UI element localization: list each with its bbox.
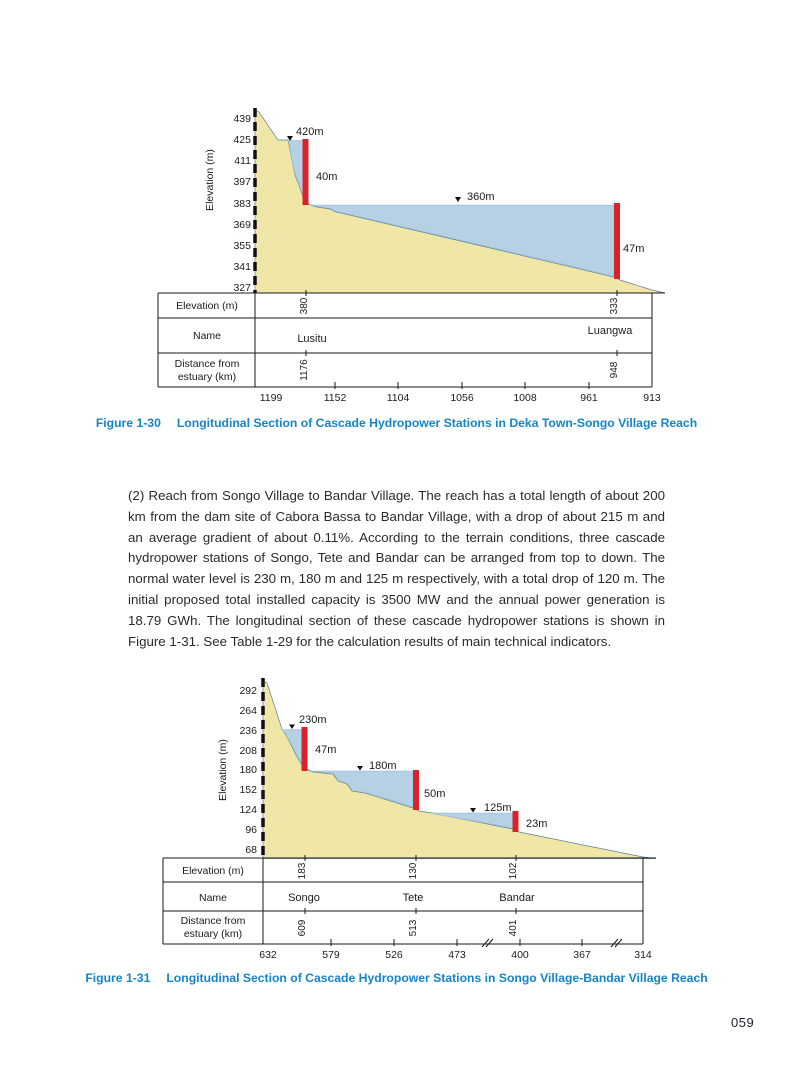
y-axis-title: Elevation (m) — [204, 149, 216, 211]
annotation-dam-head: 47m — [315, 744, 337, 756]
dam-bar-tete — [413, 770, 419, 810]
annotation-normal-water-level: 420m — [296, 126, 324, 138]
table-row-label: Distance from — [180, 915, 246, 927]
y-tick-label: 355 — [233, 239, 251, 252]
station-name: Luangwa — [587, 325, 633, 337]
station-distance-value: 1176 — [299, 359, 310, 381]
y-tick-label: 180 — [239, 763, 257, 776]
table-row-label: Name — [192, 330, 222, 342]
station-elevation-value: 380 — [299, 297, 310, 315]
station-elevation-value: 183 — [297, 862, 308, 880]
x-tick-label: 367 — [573, 949, 591, 961]
water-level-marker-icon — [470, 808, 476, 813]
table-row-label: estuary (km) — [177, 371, 237, 383]
annotation-dam-head: 40m — [316, 171, 338, 183]
annotation-dam-head: 23m — [526, 818, 548, 830]
y-tick-label: 236 — [239, 724, 257, 737]
x-tick-label: 579 — [322, 949, 340, 961]
x-tick-label: 314 — [634, 949, 652, 961]
station-name: Tete — [402, 892, 424, 904]
x-tick-label: 632 — [259, 949, 277, 961]
station-distance-value: 401 — [508, 919, 519, 937]
y-tick-label: 439 — [233, 112, 251, 125]
dam-bar-songo — [302, 727, 308, 771]
x-tick-label: 1199 — [259, 392, 283, 404]
figure-caption-label: Figure 1-30 — [95, 416, 161, 430]
figure-caption-text: Longitudinal Section of Cascade Hydropower Stations in Deka Town-Songo Village Reach — [176, 416, 698, 430]
x-tick-label: 526 — [385, 949, 403, 961]
y-tick-label: 208 — [239, 744, 257, 757]
station-distance-value: 513 — [408, 919, 419, 937]
x-tick-label: 1008 — [513, 392, 537, 404]
x-tick-label: 473 — [448, 949, 466, 961]
page-number: 059 — [731, 1015, 755, 1030]
station-name: Bandar — [499, 892, 535, 904]
figure-1-31-chart — [155, 675, 675, 970]
y-tick-label: 411 — [234, 154, 251, 167]
annotation-normal-water-level: 125m — [484, 802, 512, 814]
y-tick-label: 292 — [239, 684, 257, 697]
x-tick-label: 400 — [511, 949, 529, 961]
station-distance-value: 609 — [297, 919, 308, 937]
x-tick-label: 1152 — [323, 392, 347, 404]
station-name: Lusitu — [297, 333, 327, 345]
y-tick-label: 425 — [233, 133, 251, 146]
figure-1-30 — [155, 105, 675, 405]
water-level-marker-icon — [289, 725, 295, 730]
table-row-label: Distance from — [174, 358, 240, 370]
x-tick-label: 1104 — [386, 392, 410, 404]
axis-break-icon — [482, 939, 493, 947]
water-level-marker-icon — [455, 197, 461, 202]
y-tick-label: 124 — [239, 803, 257, 816]
dam-bar-luangwa — [614, 203, 620, 279]
annotation-normal-water-level: 360m — [467, 191, 495, 203]
terrain-profile — [263, 681, 656, 859]
figure-1-30-chart — [155, 105, 675, 405]
annotation-normal-water-level: 230m — [299, 714, 327, 726]
figure-caption-label: Figure 1-31 — [85, 971, 151, 985]
x-tick-label: 961 — [580, 392, 598, 404]
y-tick-label: 369 — [233, 218, 251, 231]
station-name: Songo — [288, 892, 320, 904]
table-row-label: Name — [198, 892, 228, 904]
figure-1-30-caption — [0, 416, 793, 430]
station-elevation-value: 333 — [609, 297, 620, 315]
y-tick-label: 341 — [233, 260, 251, 273]
annotation-dam-head: 50m — [424, 788, 446, 800]
annotation-normal-water-level: 180m — [369, 760, 397, 772]
station-distance-value: 948 — [609, 361, 620, 379]
y-tick-label: 152 — [239, 783, 257, 796]
station-elevation-value: 102 — [508, 862, 519, 880]
figure-1-31 — [155, 675, 675, 970]
annotation-dam-head: 47m — [623, 243, 645, 255]
water-level-marker-icon — [357, 766, 363, 771]
x-tick-label: 1056 — [450, 392, 474, 404]
y-tick-label: 96 — [245, 823, 257, 836]
y-tick-label: 68 — [245, 843, 257, 856]
y-tick-label: 327 — [233, 281, 251, 294]
dam-bar-bandar — [513, 811, 519, 832]
figure-1-31-caption — [0, 971, 793, 985]
y-tick-label: 383 — [233, 197, 251, 210]
axis-break-icon — [611, 939, 622, 947]
station-elevation-value: 130 — [408, 862, 419, 880]
body-paragraph: (2) Reach from Songo Village to Bandar Village. The reach has a total length of about 200 km from the dam site of Cabora Bassa to Bandar Village, with a drop of about 215 m and an average gradient of about 0.11%. According to the terrain conditions, three cascade hydropower stations of Songo, Tete and Bandar can be arranged from top to down. The normal water level is 230 m, 180 m and 125 m respectively, with a total drop of 120 m. The initial proposed total installed capacity is 3500 MW and the annual power generation is 18.79 GWh. The longitudinal section of these cascade hydropower stations is shown in Figure 1-31. See Table 1-29 for the calculation results of main technical indicators. — [128, 488, 665, 649]
y-tick-label: 397 — [233, 175, 251, 188]
table-row-label: estuary (km) — [183, 928, 243, 940]
table-row-label: Elevation (m) — [176, 300, 238, 312]
figure-caption-text: Longitudinal Section of Cascade Hydropower Stations in Songo Village-Bandar Village Reach — [166, 971, 708, 985]
dam-bar-lusitu — [303, 139, 309, 205]
x-tick-label: 913 — [643, 392, 661, 404]
y-tick-label: 264 — [239, 704, 257, 717]
y-axis-title: Elevation (m) — [217, 739, 229, 801]
table-row-label: Elevation (m) — [182, 865, 244, 877]
